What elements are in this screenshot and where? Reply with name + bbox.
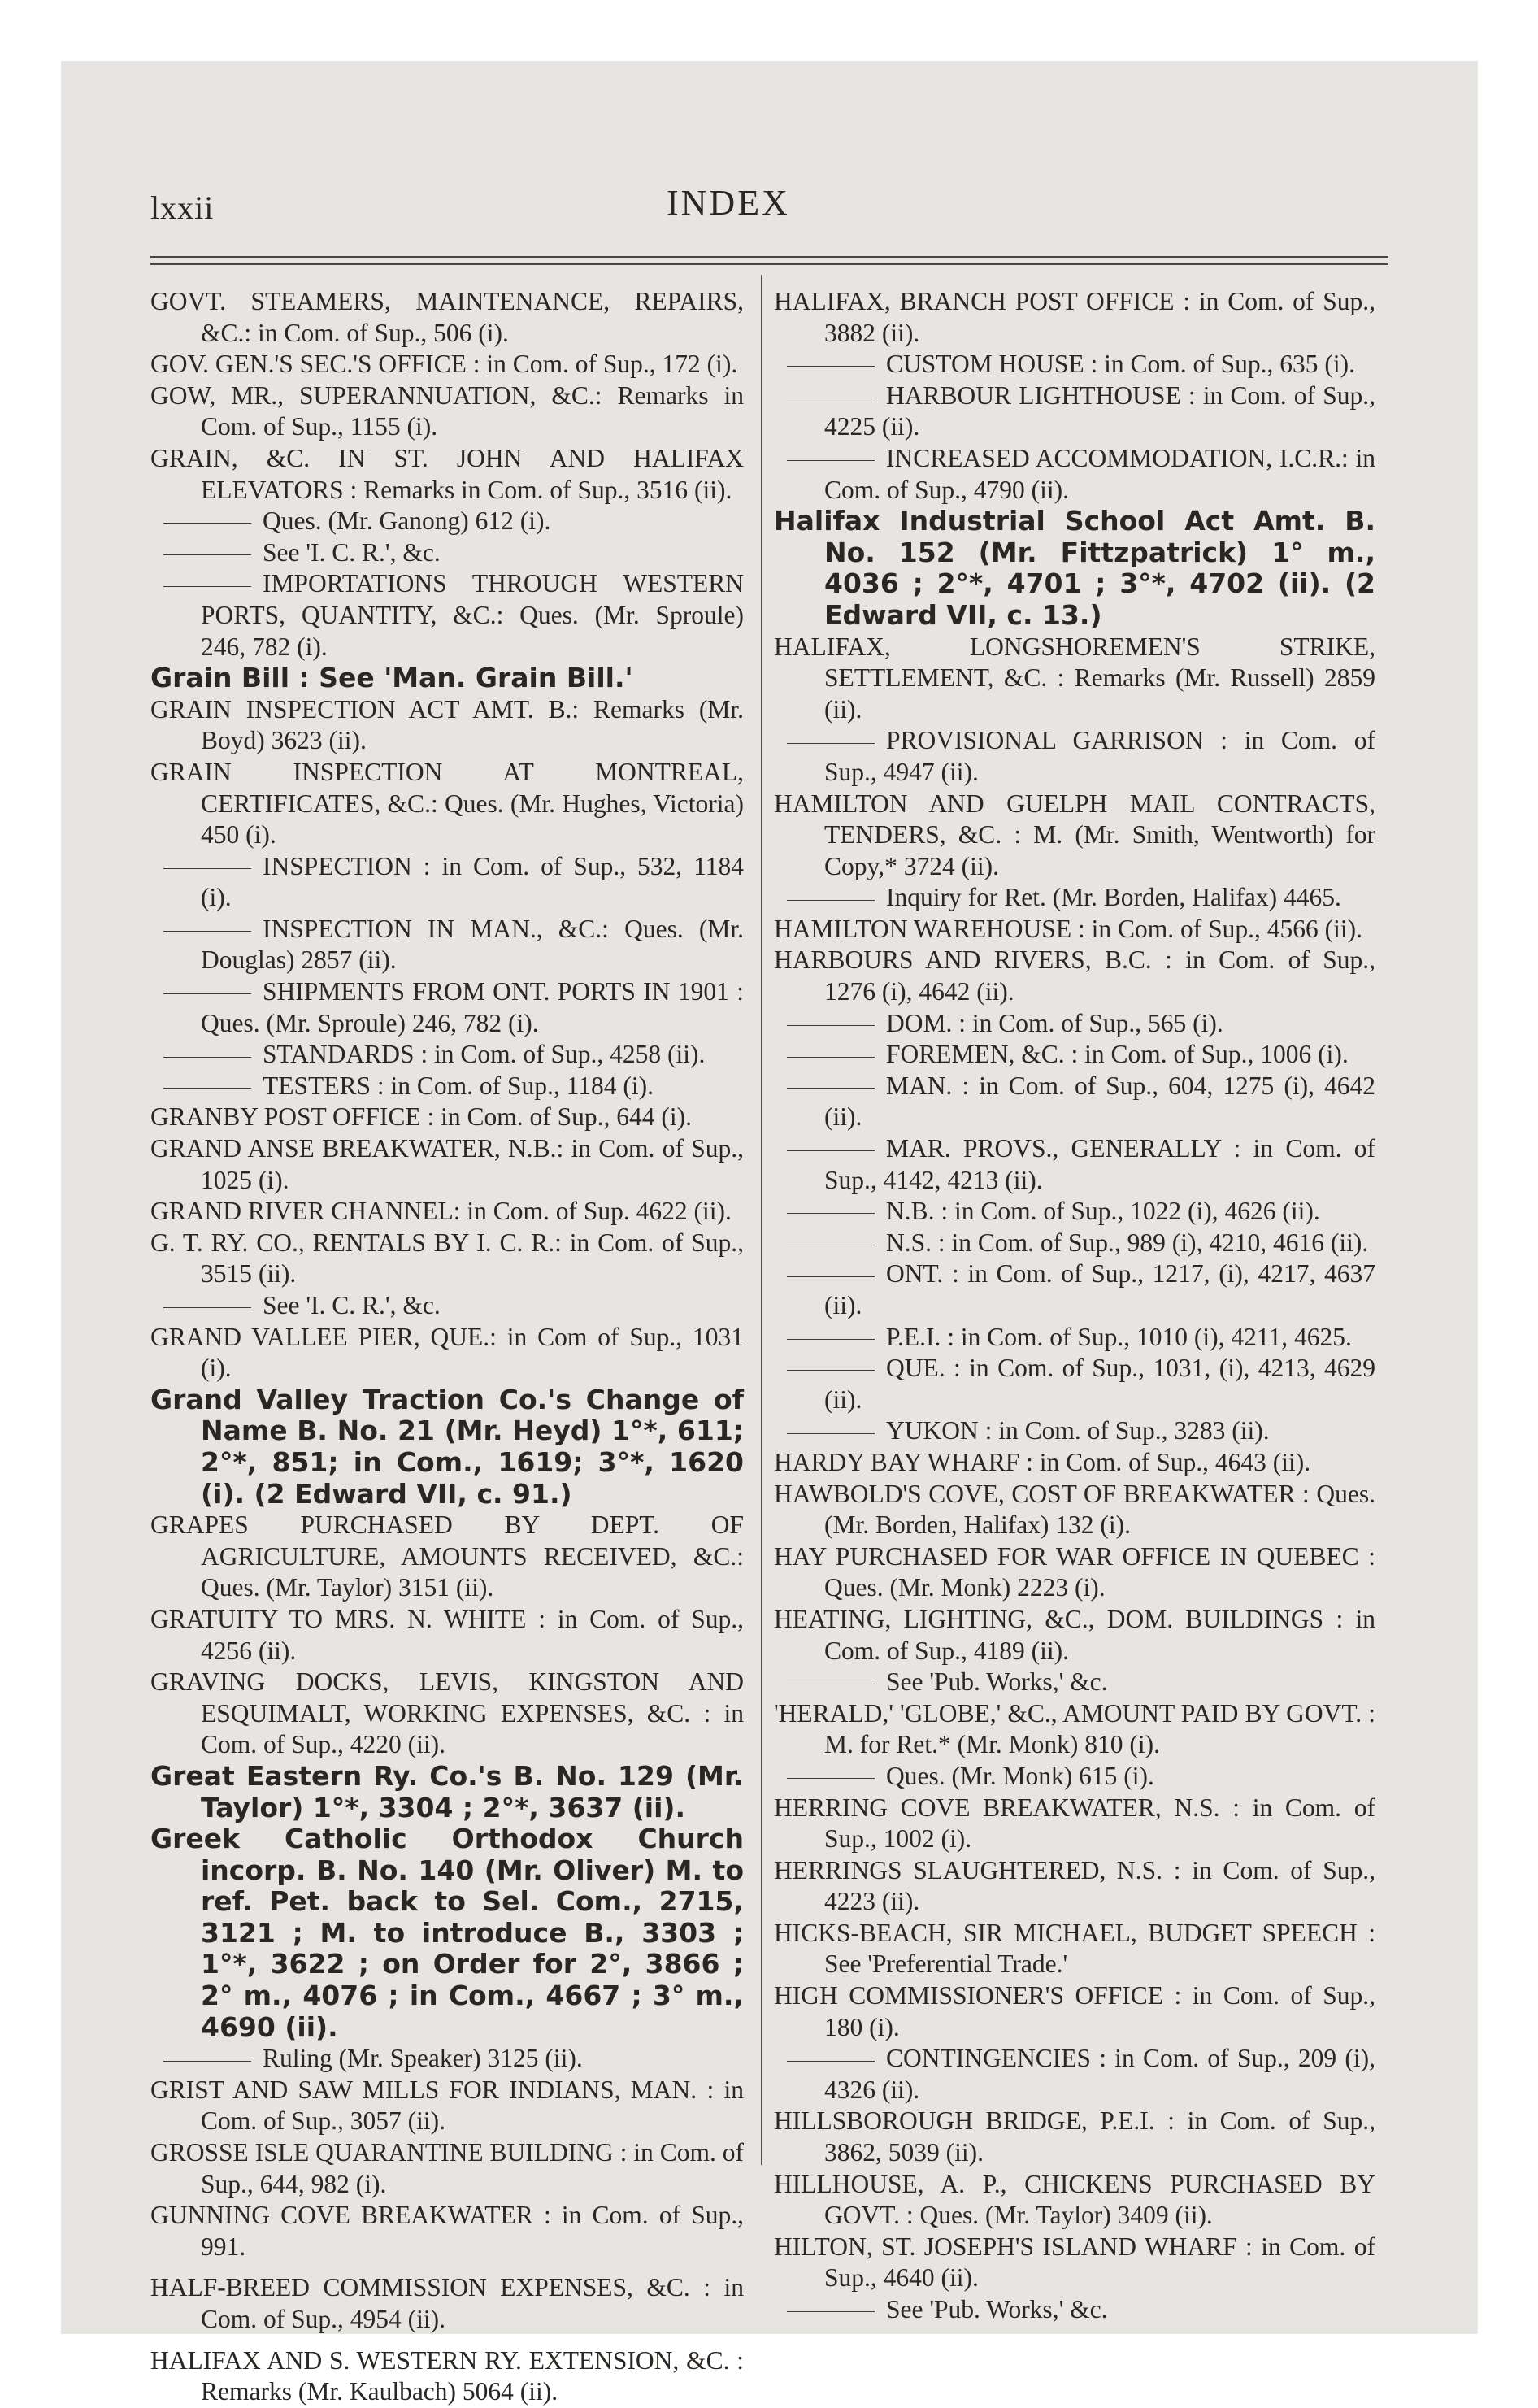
index-entry: HEATING, LIGHTING, &C., DOM. BUILDINGS : in Com. of Sup., 4189 (ii). (774, 1604, 1375, 1665)
index-subentry: IMPORTATIONS THROUGH WESTERN PORTS, QUANTITY, &C.: Ques. (Mr. Sproule) 246, 782 (i). (150, 568, 744, 663)
index-entry: GOW, MR., SUPERANNUATION, &C.: Remarks in Com. of Sup., 1155 (i). (150, 380, 744, 441)
index-entry: G. T. RY. CO., RENTALS BY I. C. R.: in Com. of Sup., 3515 (ii). (150, 1228, 744, 1289)
index-subentry: N.S. : in Com. of Sup., 989 (i), 4210, 4616 (ii). (774, 1228, 1375, 1259)
index-entry: Grand Valley Traction Co.'s Change of Name B. No. 21 (Mr. Heyd) 1°*, 611; 2°*, 851; in Com., 1619; 3°*, 1620 (i). (2 Edward VII, c. 91.) (150, 1383, 744, 1510)
index-subentry: CONTINGENCIES : in Com. of Sup., 209 (i), 4326 (ii). (774, 2043, 1375, 2106)
index-entry: GOV. GEN.'S SEC.'S OFFICE : in Com. of Sup., 172 (i). (150, 350, 738, 379)
index-subentry: PROVISIONAL GARRISON : in Com. of Sup., 4947 (ii). (774, 725, 1375, 788)
index-entry: HALIFAX, BRANCH POST OFFICE : in Com. of Sup., 3882 (ii). (774, 287, 1375, 347)
index-subentry: Inquiry for Ret. (Mr. Borden, Halifax) 4465. (774, 882, 1375, 914)
index-entry: HERRINGS SLAUGHTERED, N.S. : in Com. of Sup., 4223 (ii). (774, 1855, 1375, 1916)
index-subentry: INSPECTION IN MAN., &C.: Ques. (Mr. Douglas) 2857 (ii). (150, 914, 744, 976)
index-entry: GOVT. STEAMERS, MAINTENANCE, REPAIRS, &C.: in Com. of Sup., 506 (i). (150, 287, 744, 347)
index-subentry: INSPECTION : in Com. of Sup., 532, 1184 (i). (150, 851, 744, 914)
index-subentry: YUKON : in Com. of Sup., 3283 (ii). (774, 1415, 1375, 1447)
left-column (150, 286, 744, 2408)
index-entry: GRAND RIVER CHANNEL: in Com. of Sup. 4622 (ii). (150, 1197, 732, 1226)
index-subentry: ONT. : in Com. of Sup., 1217, (i), 4217, 4637 (ii). (774, 1258, 1375, 1321)
index-entry: GRAND ANSE BREAKWATER, N.B.: in Com. of Sup., 1025 (i). (150, 1134, 744, 1194)
index-entry: GRAIN, &C. IN ST. JOHN AND HALIFAX ELEVATORS : Remarks in Com. of Sup., 3516 (ii). (150, 443, 744, 504)
index-entry: Great Eastern Ry. Co.'s B. No. 129 (Mr. Taylor) 1°*, 3304 ; 2°*, 3637 (ii). (150, 1759, 744, 1823)
index-entry: GRIST AND SAW MILLS FOR INDIANS, MAN. : in Com. of Sup., 3057 (ii). (150, 2075, 744, 2136)
index-entry: HICKS-BEACH, SIR MICHAEL, BUDGET SPEECH : See 'Preferential Trade.' (774, 1918, 1375, 1979)
header-rule-top (150, 256, 1388, 258)
index-subentry: See 'I. C. R.', &c. (150, 537, 744, 569)
index-subentry: HARBOUR LIGHTHOUSE : in Com. of Sup., 4225 (ii). (774, 380, 1375, 443)
index-entry: GRAIN INSPECTION AT MONTREAL, CERTIFICATES, &C.: Ques. (Mr. Hughes, Victoria) 450 (i). (150, 757, 744, 850)
index-subentry: MAN. : in Com. of Sup., 604, 1275 (i), 4642 (ii). (774, 1071, 1375, 1133)
index-subentry: See 'Pub. Works,' &c. (774, 2294, 1375, 2326)
index-entry: HALIFAX, LONGSHOREMEN'S STRIKE, SETTLEMENT, &C. : Remarks (Mr. Russell) 2859 (ii). (774, 632, 1375, 724)
index-entry: HALIFAX AND S. WESTERN RY. EXTENSION, &C. : Remarks (Mr. Kaulbach) 5064 (ii). (150, 2345, 744, 2406)
index-subentry: CUSTOM HOUSE : in Com. of Sup., 635 (i). (774, 349, 1375, 380)
index-subentry: Ques. (Mr. Ganong) 612 (i). (150, 506, 744, 537)
index-entry: GRAVING DOCKS, LEVIS, KINGSTON AND ESQUIMALT, WORKING EXPENSES, &C. : in Com. of Sup., 4220 (ii). (150, 1667, 744, 1759)
index-entry: GRATUITY TO MRS. N. WHITE : in Com. of Sup., 4256 (ii). (150, 1604, 744, 1665)
index-entry: HILLHOUSE, A. P., CHICKENS PURCHASED BY GOVT. : Ques. (Mr. Taylor) 3409 (ii). (774, 2169, 1375, 2230)
index-entry: HIGH COMMISSIONER'S OFFICE : in Com. of Sup., 180 (i). (774, 1981, 1375, 2041)
column-divider (761, 275, 762, 2165)
index-entry: 'HERALD,' 'GLOBE,' &C., AMOUNT PAID BY GOVT. : M. for Ret.* (Mr. Monk) 810 (i). (774, 1698, 1375, 1759)
index-entry: GUNNING COVE BREAKWATER : in Com. of Sup., 991. (150, 2201, 744, 2261)
index-subentry: TESTERS : in Com. of Sup., 1184 (i). (150, 1071, 744, 1102)
index-subentry: INCREASED ACCOMMODATION, I.C.R.: in Com. of Sup., 4790 (ii). (774, 443, 1375, 506)
index-entry: GRANBY POST OFFICE : in Com. of Sup., 644 (i). (150, 1102, 692, 1132)
index-entry: Halifax Industrial School Act Amt. B. No. 152 (Mr. Fittzpatrick) 1° m., 4036 ; 2°*, 4701 ; 3°*, 4702 (ii). (2 Edward VII, c. 13.) (774, 505, 1375, 631)
index-subentry: FOREMEN, &C. : in Com. of Sup., 1006 (i). (774, 1039, 1375, 1071)
index-entry: GRAIN INSPECTION ACT AMT. B.: Remarks (Mr. Boyd) 3623 (ii). (150, 694, 744, 755)
index-subentry: QUE. : in Com. of Sup., 1031, (i), 4213, 4629 (ii). (774, 1353, 1375, 1415)
index-entry: HILTON, ST. JOSEPH'S ISLAND WHARF : in Com. of Sup., 4640 (ii). (774, 2232, 1375, 2293)
index-entry: HAY PURCHASED FOR WAR OFFICE IN QUEBEC : Ques. (Mr. Monk) 2223 (i). (774, 1541, 1375, 1602)
index-subentry: See 'I. C. R.', &c. (150, 1290, 744, 1322)
header-rule-bottom (150, 263, 1388, 265)
index-entry: HARDY BAY WHARF : in Com. of Sup., 4643 (ii). (774, 1447, 1311, 1476)
page-number: lxxii (150, 189, 215, 226)
index-entry: HARBOURS AND RIVERS, B.C. : in Com. of Sup., 1276 (i), 4642 (ii). (774, 945, 1375, 1006)
index-subentry: N.B. : in Com. of Sup., 1022 (i), 4626 (ii). (774, 1196, 1375, 1228)
index-subentry: Ruling (Mr. Speaker) 3125 (ii). (150, 2043, 744, 2075)
index-subentry: Ques. (Mr. Monk) 615 (i). (774, 1761, 1375, 1793)
index-entry: HILLSBOROUGH BRIDGE, P.E.I. : in Com. of Sup., 3862, 5039 (ii). (774, 2106, 1375, 2167)
index-subentry: MAR. PROVS., GENERALLY : in Com. of Sup., 4142, 4213 (ii). (774, 1133, 1375, 1196)
index-subentry: DOM. : in Com. of Sup., 565 (i). (774, 1008, 1375, 1040)
index-subentry: P.E.I. : in Com. of Sup., 1010 (i), 4211, 4625. (774, 1322, 1375, 1354)
index-entry: HALF-BREED COMMISSION EXPENSES, &C. : in Com. of Sup., 4954 (ii). (150, 2273, 744, 2333)
index-entry: HAMILTON WAREHOUSE : in Com. of Sup., 4566 (ii). (774, 914, 1362, 943)
index-entry: GRAND VALLEE PIER, QUE.: in Com of Sup., 1031 (i). (150, 1322, 744, 1383)
page-title: INDEX (667, 183, 790, 223)
index-entry: GROSSE ISLE QUARANTINE BUILDING : in Com. of Sup., 644, 982 (i). (150, 2138, 744, 2198)
index-entry: Greek Catholic Orthodox Church incorp. B. No. 140 (Mr. Oliver) M. to ref. Pet. back to Sel. Com., 2715, 3121 ; M. to introduce B., 3303 ; 1°*, 3622 ; on Order for 2°, 3866 ; 2° m., 4076 ; in Com., 4667 ; 3° m., 4690 (ii). (150, 1823, 744, 2043)
index-entry: GRAPES PURCHASED BY DEPT. OF AGRICULTURE, AMOUNTS RECEIVED, &C.: Ques. (Mr. Taylor) 3151 (ii). (150, 1510, 744, 1602)
right-column (774, 286, 1375, 2326)
index-subentry: See 'Pub. Works,' &c. (774, 1667, 1375, 1698)
index-entry: HERRING COVE BREAKWATER, N.S. : in Com. of Sup., 1002 (i). (774, 1793, 1375, 1854)
index-entry: Grain Bill : See 'Man. Grain Bill.' (150, 662, 633, 694)
index-entry: HAMILTON AND GUELPH MAIL CONTRACTS, TENDERS, &C. : M. (Mr. Smith, Wentworth) for Copy,* 3724 (ii). (774, 789, 1375, 880)
index-entry: HAWBOLD'S COVE, COST OF BREAKWATER : Ques. (Mr. Borden, Halifax) 132 (i). (774, 1479, 1375, 1540)
index-subentry: STANDARDS : in Com. of Sup., 4258 (ii). (150, 1039, 744, 1071)
index-subentry: SHIPMENTS FROM ONT. PORTS IN 1901 : Ques. (Mr. Sproule) 246, 782 (i). (150, 976, 744, 1039)
